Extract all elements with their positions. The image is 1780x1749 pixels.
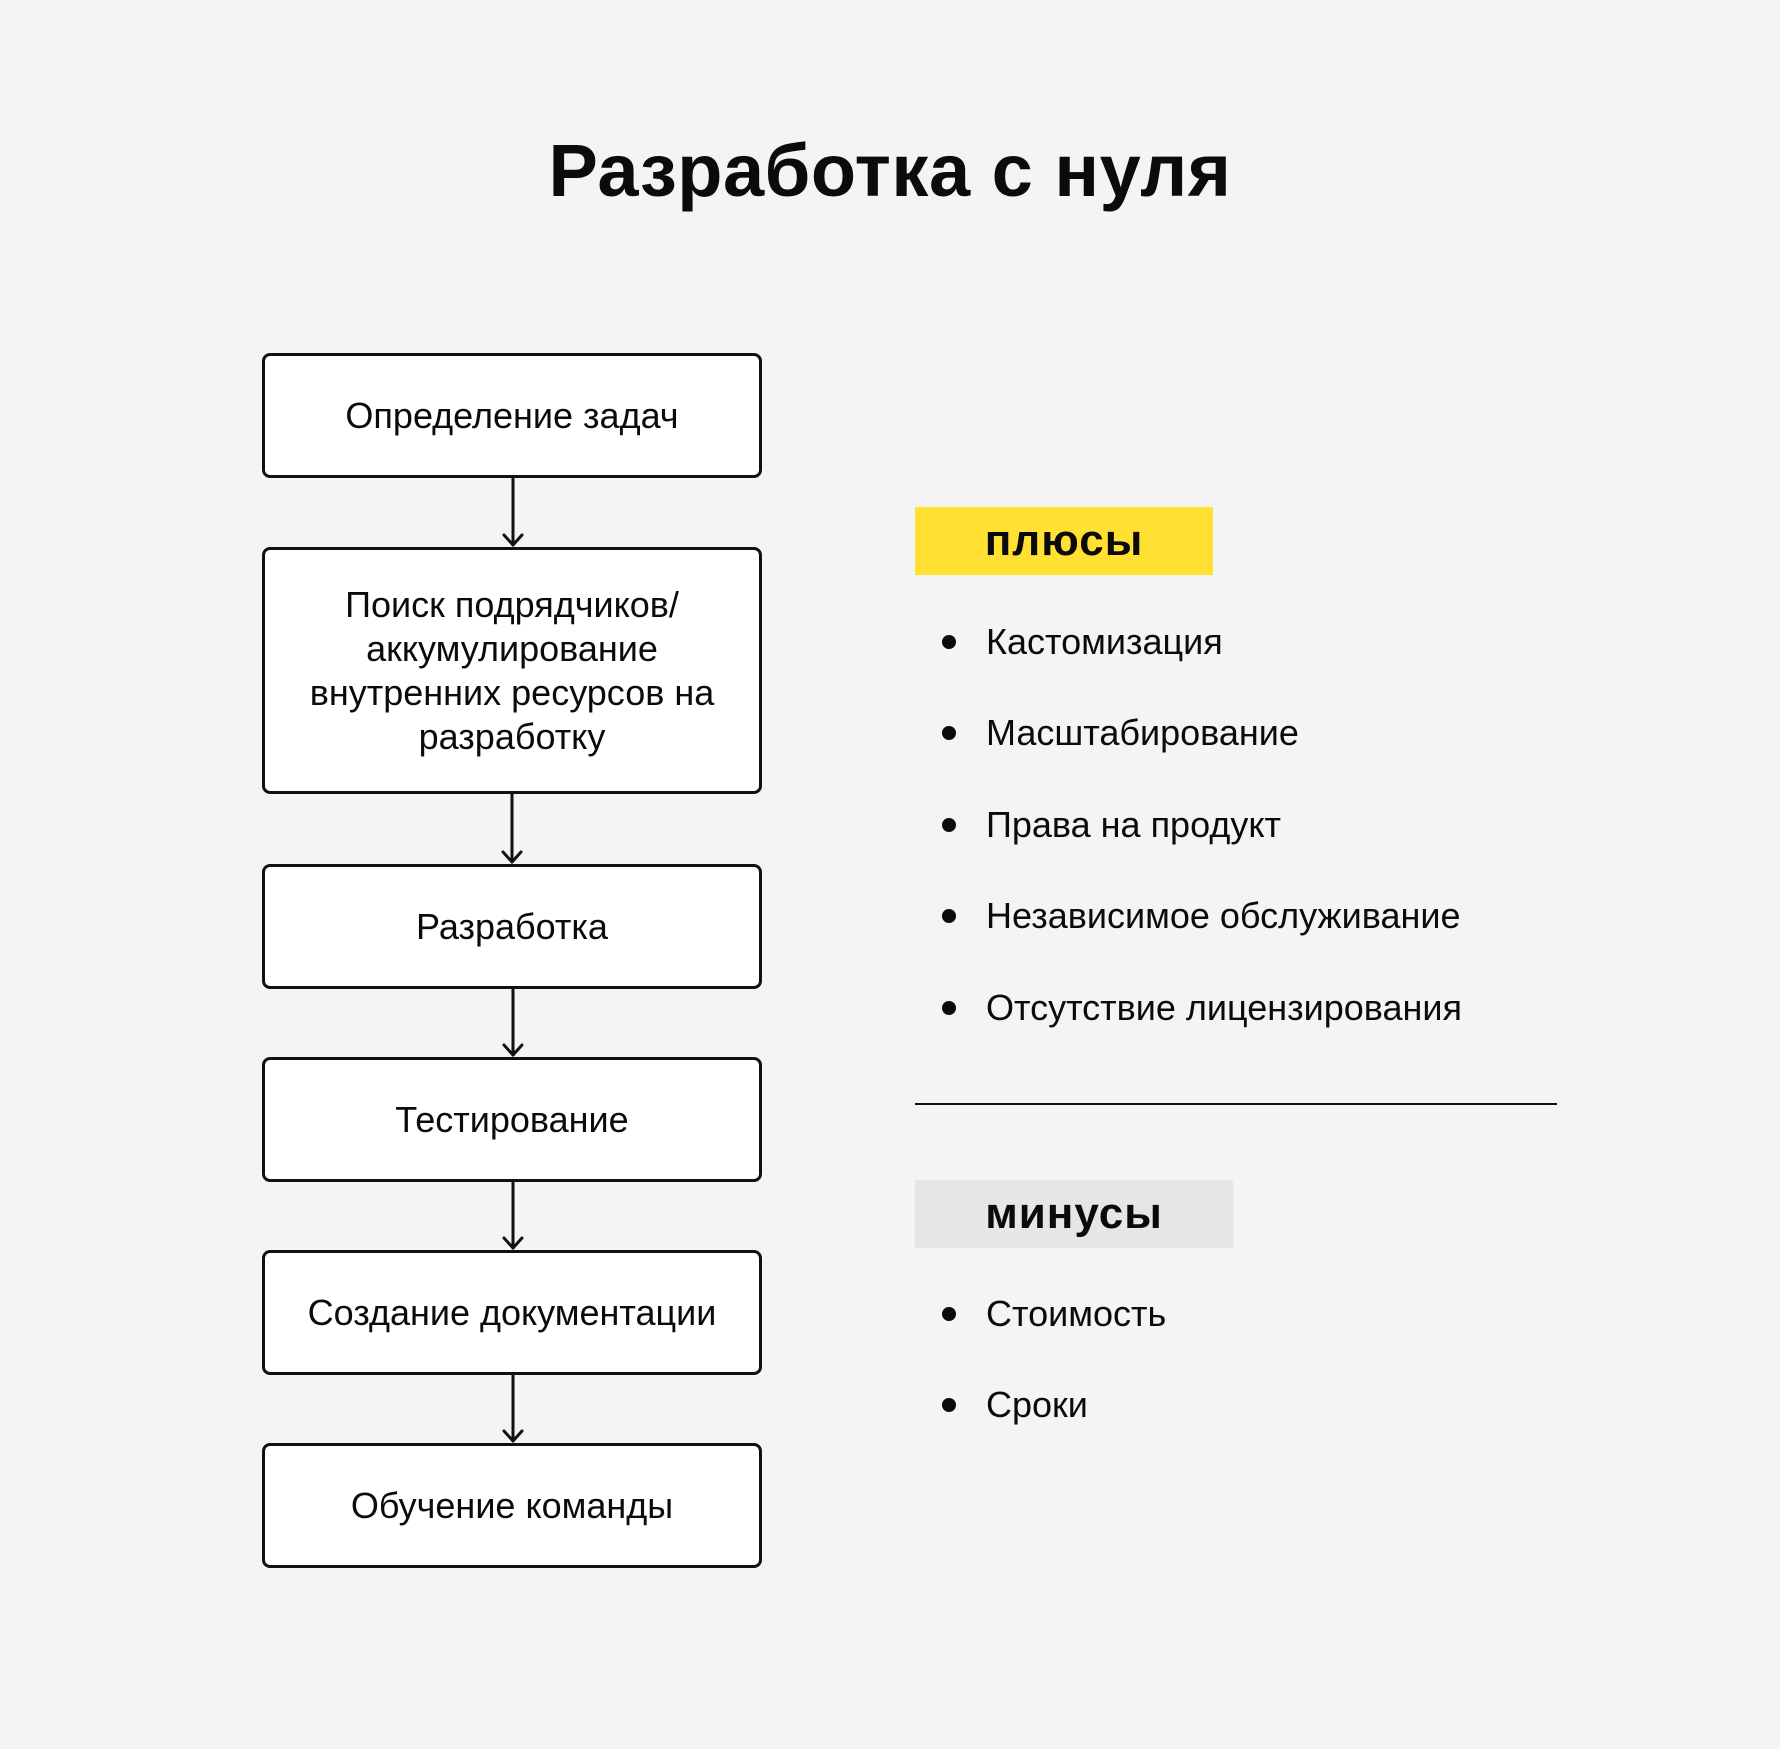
bullet-icon [942,1307,956,1321]
cons-list-item [942,1383,1088,1427]
pros-list-item [942,986,1462,1030]
bullet-icon [942,726,956,740]
cons-item-text: Стоимость [986,1293,1167,1334]
flow-step-task-definition: Определение задач [262,353,762,478]
flow-step-team-training: Обучение команды [262,1443,762,1568]
cons-list-item [942,1292,1166,1336]
flow-arrow-2 [503,794,521,862]
pros-label: плюсы [915,507,1213,575]
flow-arrow-1 [504,478,522,545]
pros-list-item [942,620,1223,664]
cons-item-text: Сроки [986,1384,1088,1425]
flow-step-testing: Тестирование [262,1057,762,1182]
bullet-icon [942,635,956,649]
pros-item-text: Права на продукт [986,804,1281,845]
page-title: Разработка с нуля [548,129,1232,212]
flow-arrow-4 [504,1182,522,1248]
pros-list-item [942,711,1299,755]
cons-label: минусы [915,1180,1233,1248]
bullet-icon [942,1001,956,1015]
pros-list-item [942,803,1281,847]
pros-item-text: Независимое обслуживание [986,895,1461,936]
flow-step-development: Разработка [262,864,762,989]
flow-arrow-5 [504,1375,522,1441]
pros-item-text: Кастомизация [986,621,1223,662]
bullet-icon [942,1398,956,1412]
flow-step-contractor-search: Поиск подрядчиков/ аккумулирование внутренних ресурсов на разработку [262,547,762,794]
bullet-icon [942,909,956,923]
flow-arrow-3 [504,989,522,1055]
pros-item-text: Масштабирование [986,712,1299,753]
pros-list-item [942,894,1461,938]
bullet-icon [942,818,956,832]
flow-step-documentation: Создание документации [262,1250,762,1375]
pros-item-text: Отсутствие лицензирования [986,987,1463,1028]
section-divider [915,1103,1557,1105]
